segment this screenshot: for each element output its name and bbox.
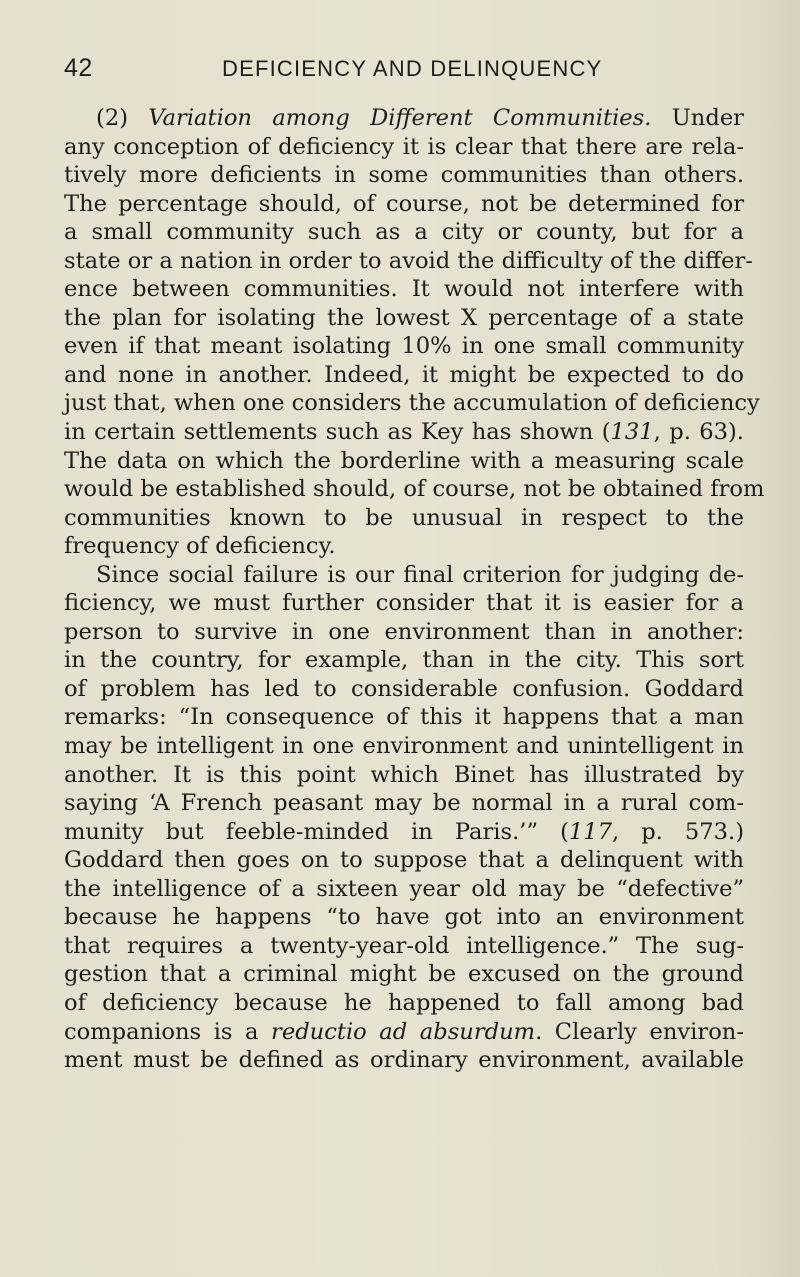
text-line: ment must be defined as ordinary environment, available	[64, 1047, 744, 1074]
text-line: of problem has led to considerable confusion. Goddard	[64, 675, 744, 702]
citation-reference: 117	[568, 818, 613, 845]
text-line: tively more deficients in some communities than others.	[64, 162, 744, 189]
text-line: (2) Variation among Different Communities. Under	[96, 105, 744, 131]
text-line: companions is a reductio ad absurdum. Clearly environ-	[64, 1018, 744, 1045]
text-line: The data on which the borderline with a measuring scale	[64, 447, 744, 474]
text-line: state or a nation in order to avoid the difficulty of the differ-	[64, 247, 753, 274]
text-line: gestion that a criminal might be excused on the ground	[64, 961, 744, 988]
text-line: frequency of deficiency.	[64, 533, 336, 560]
paragraph-social-failure	[64, 561, 744, 1075]
text-line: another. It is this point which Binet has illustrated by	[64, 761, 744, 788]
text-line: Goddard then goes on to suppose that a delinquent with	[64, 847, 744, 874]
text-line: communities known to be unusual in respect to the	[64, 504, 744, 531]
paragraph-variation-among-communities	[64, 104, 765, 561]
text-line: may be intelligent in one environment and unintelligent in	[64, 733, 744, 760]
text-line: saying ‘A French peasant may be normal in a rural com-	[64, 790, 744, 817]
text-line: in the country, for example, than in the city. This sort	[64, 647, 744, 674]
running-head: DEFICIENCY AND DELINQUENCY	[222, 56, 603, 81]
body-text	[64, 104, 765, 1075]
page-number: 42	[64, 54, 93, 82]
section-label: (2)	[96, 105, 149, 131]
text-line: because he happens “to have got into an environment	[64, 904, 744, 931]
latin-phrase: reductio ad absurdum	[271, 1018, 536, 1045]
text-line: remarks: “In consequence of this it happens that a man	[64, 704, 744, 731]
text-line: just that, when one considers the accumulation of deficiency	[64, 390, 760, 417]
text-line: ence between communities. It would not interfere with	[64, 276, 744, 303]
citation-reference: 131	[610, 419, 654, 446]
text-line: person to survive in one environment than in another:	[64, 618, 744, 645]
text-line: of deficiency because he happened to fall among bad	[64, 989, 744, 1016]
text-line: would be established should, of course, not be obtained from	[64, 476, 765, 503]
section-title: Variation among Different Communities.	[148, 105, 652, 131]
text-line: the intelligence of a sixteen year old may be “defective”	[64, 875, 744, 902]
text-line: a small community such as a city or county, but for a	[64, 219, 744, 246]
text-line: Since social failure is our final criterion for judging de-	[96, 561, 744, 588]
text-line: in certain settlements such as Key has shown (131, p. 63).	[64, 419, 744, 446]
text-line: any conception of deficiency it is clear that there are rela-	[64, 133, 744, 160]
text-line: ficiency, we must further consider that it is easier for a	[64, 590, 744, 617]
text-line: munity but feeble-minded in Paris.’” (117, p. 573.)	[64, 818, 745, 845]
text-line: and none in another. Indeed, it might be expected to do	[64, 361, 744, 388]
text-line: the plan for isolating the lowest X percentage of a state	[64, 304, 744, 331]
text-line: The percentage should, of course, not be determined for	[64, 190, 744, 217]
page-header	[64, 54, 744, 84]
text-line: even if that meant isolating 10% in one small community	[64, 333, 744, 360]
text-line: that requires a twenty-year-old intelligence.” The sug-	[64, 932, 744, 959]
